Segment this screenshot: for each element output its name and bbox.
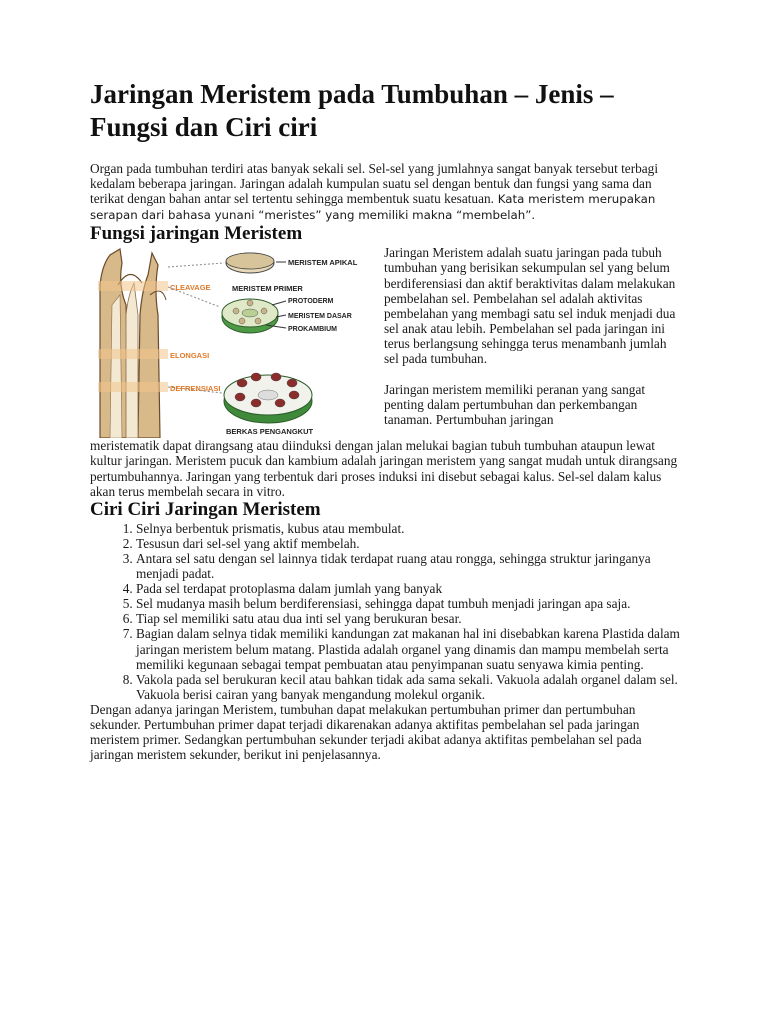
label-meristem-apikal: MERISTEM APIKAL	[288, 258, 358, 268]
fungsi-paragraph-2: Jaringan meristem memiliki peranan yang sangat penting dalam pertumbuhan dan perkembangan tanaman. Pertumbuhan jaringan	[384, 382, 646, 428]
label-defrensiasi: DEFRENSIASI	[170, 384, 221, 394]
label-meristem-dasar: MERISTEM DASAR	[288, 313, 352, 321]
list-item: 3. Antara sel satu dengan sel lainnya tidak terdapat ruang atau rongga, sehingga struktur jaringanya menjadi padat.	[136, 551, 680, 581]
bundle	[271, 373, 281, 381]
stem-inner-left	[110, 295, 122, 438]
list-item: 4. Pada sel terdapat protoplasma dalam jumlah yang banyak	[136, 581, 680, 596]
meristem-apikal-top	[226, 253, 274, 269]
label-meristem-primer: MERISTEM PRIMER	[232, 284, 303, 294]
leader-protoderm	[272, 301, 286, 305]
label-elongasi: ELONGASI	[170, 351, 210, 361]
closing-paragraph: Dengan adanya jaringan Meristem, tumbuhan dapat melakukan pertumbuhan primer dan pertumbuhan sekunder. Pertumbuhan primer dapat terjadi dikarenakan adanya aktifitas pembelahan sel pada jaringan meristem primer. Sedangkan pertumbuhan sekunder terjadi akibat adanya aktifitas pembelahan sel pada jaringan meristem sekunder, berikut ini penjelasannya.	[90, 701, 642, 763]
berkas-center	[258, 390, 278, 400]
page-title: Jaringan Meristem pada Tumbuhan – Jenis – Fungsi dan Ciri ciri	[90, 79, 614, 142]
primer-bundle	[239, 318, 245, 324]
document-page	[90, 78, 680, 762]
list-item: 1. Selnya berbentuk prismatis, kubus atau membulat.	[136, 521, 680, 536]
bundle	[289, 391, 299, 399]
bundle	[251, 399, 261, 407]
primer-bundle	[247, 300, 253, 306]
primer-center	[242, 309, 258, 317]
bundle	[287, 379, 297, 387]
arrow-apikal	[168, 263, 224, 267]
primer-bundle	[261, 308, 267, 314]
ciri-heading: Ciri Ciri Jaringan Meristem	[90, 498, 321, 520]
bundle	[235, 393, 245, 401]
fungsi-paragraph-continuation: meristematik dapat dirangsang atau diinduksi dengan jalan melukai bagian tubuh tumbuhan ataupun lewat kultur jaringan. Meristem pucuk dan kambium adalah jaringan meristem yang sangat mudah untuk dirangsang pertumbuhannya. Jaringan yang terbentuk dari proses induksi ini disebut sebagai kalus. Sel-sel dalam kalus akan terus membelah secara in vitro.	[90, 438, 678, 499]
intro-text-1: Organ pada tumbuhan terdiri atas banyak sekali sel. Sel-sel yang jumlahnya sangat banyak tersebut terbagi kedalam beberapa jaringan. Jaringan adalah kumpulan suatu sel dengan bentuk dan fungsi yang sama dan terikat dengan bahan antar sel tertentu sehingga membentuk suatu kesatuan.	[90, 161, 659, 207]
intro-text-2: Kata meristem merupakan serapan dari bahasa yunani “meristes” yang memiliki makna “membelah”.	[90, 192, 656, 223]
fungsi-paragraph-1: Jaringan Meristem adalah suatu jaringan pada tubuh tumbuhan yang berisikan sekumpulan sel yang belum berdiferensiasi dan aktif beraktivitas dalam melakukan pembelahan sel. Pembelahan sel adalah aktivitas pembelahan yang membagi satu sel induk menjadi dua sel anak atau lebih. Pembelahan sel pada jaringan ini terus berlangsung sehingga terus menambanh jumlah sel pada tumbuhan.	[384, 245, 676, 367]
elongasi-band	[98, 349, 168, 359]
intro-paragraph	[90, 161, 680, 223]
list-item: 5. Sel mudanya masih belum berdiferensiasi, sehingga dapat tumbuh menjadi jaringan apa saja.	[136, 596, 680, 611]
bundle	[237, 379, 247, 387]
stem-right-wall	[138, 253, 160, 438]
meristem-diagram	[90, 245, 375, 438]
bundle	[251, 373, 261, 381]
stem-core	[126, 283, 138, 438]
primer-bundle	[255, 318, 261, 324]
list-item: 2. Tesusun dari sel-sel yang aktif membelah.	[136, 536, 680, 551]
list-item: 8. Vakola pada sel berukuran kecil atau bahkan tidak ada sama sekali. Vakuola adalah organel dalam sel. Vakuola berisi cairan yang banyak mengandung molekul organik.	[136, 672, 680, 702]
bundle	[275, 399, 285, 407]
fungsi-figure-block	[90, 245, 680, 438]
primer-bundle	[233, 308, 239, 314]
label-berkas-pengangkut: BERKAS PENGANGKUT	[226, 427, 314, 437]
ciri-list	[90, 521, 680, 702]
label-prokambium: PROKAMBIUM	[288, 326, 337, 334]
defrensiasi-band	[98, 382, 168, 392]
fungsi-heading: Fungsi jaringan Meristem	[90, 223, 303, 245]
label-cleavage: CLEAVAGE	[170, 283, 211, 293]
label-protoderm: PROTODERM	[288, 298, 334, 306]
list-item: 6. Tiap sel memiliki satu atau dua inti sel yang berukuran besar.	[136, 611, 680, 626]
cleavage-band	[98, 281, 168, 291]
fungsi-side-text	[384, 245, 684, 427]
list-item: 7. Bagian dalam selnya tidak memiliki kandungan zat makanan hal ini disebabkan karena Plastida dalam jaringan meristem belum matang. Plastida adalah organel yang dinamis dan mampu membelah serta memiliki kegunaan sebagai tempat pembuatan atau penyimpanan suatu senyawa kimia penting.	[136, 626, 680, 671]
